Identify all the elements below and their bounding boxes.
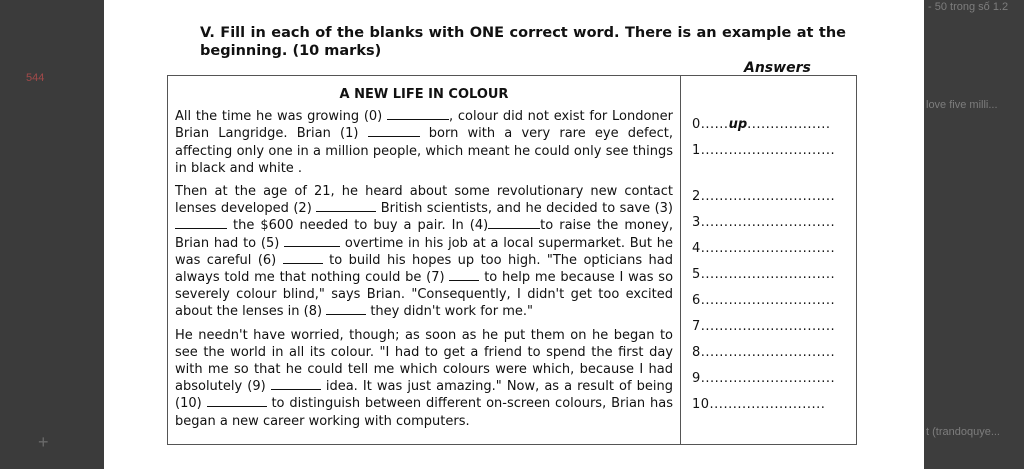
exercise-heading: V. Fill in each of the blanks with ONE correct word. There is an example at the beginning. (10 marks): [200, 25, 846, 59]
answer-3[interactable]: 3.............................: [692, 215, 836, 230]
answer-8[interactable]: 8.............................: [692, 345, 836, 360]
background-right-panel: [924, 0, 1024, 469]
text-segment: they didn't work for me.": [370, 304, 534, 320]
text-segment: Then at the age of 21, he heard about some revolutionary new contact lenses developed (2): [175, 184, 673, 217]
paragraph-3: [175, 327, 673, 430]
answer-2[interactable]: 2.............................: [692, 189, 836, 204]
blank-10: [207, 396, 267, 407]
text-segment: overtime in his job at a local supermarket. But he was careful (6): [175, 235, 673, 268]
text-segment: He needn't have worried, though; as soon as he put them on he began to see the world in all its colour. "I had to get a friend to spend the first day with me so that he could tell me which colours were which, because I had absolutely (9): [175, 327, 673, 395]
answer-4[interactable]: 4.............................: [692, 241, 836, 256]
answers-column: [692, 117, 852, 423]
paragraph-2: [175, 183, 673, 321]
answer-0: 0......up..................: [692, 117, 831, 132]
background-text-mid: love five milli...: [926, 99, 998, 111]
text-segment: idea. It was just amazing." Now, as a result of being (10): [175, 379, 673, 412]
blank-6: [283, 253, 323, 264]
text-segment: to build his hopes up too high. "The opticians had always told me that nothing could be (7): [175, 252, 674, 286]
blank-5: [284, 236, 340, 247]
text-segment: to raise the money, Brian had to (5): [175, 218, 673, 251]
answer-example: up: [728, 117, 748, 132]
column-divider: [680, 76, 681, 444]
text-segment: to distinguish between different on-screen colours, Brian has began a new career working with computers.: [175, 396, 673, 429]
blank-4: [488, 218, 540, 229]
background-text-bottom: t (trandoquye...: [926, 426, 1000, 438]
answer-10[interactable]: 10.........................: [692, 397, 826, 412]
background-left-panel: [0, 0, 104, 469]
answer-7[interactable]: 7.............................: [692, 319, 836, 334]
paragraph-1: [175, 108, 673, 177]
blank-1: [368, 126, 420, 137]
text-segment: British scientists, and he decided to save (3): [380, 201, 673, 217]
passage-column: [175, 86, 673, 436]
blank-8: [326, 304, 366, 315]
text-segment: the $600 needed to buy a pair. In (4): [233, 218, 489, 234]
blank-9: [271, 379, 321, 390]
exercise-table: [167, 75, 857, 445]
blank-0: [387, 109, 449, 120]
answer-1[interactable]: 1.............................: [692, 143, 836, 158]
text-segment: to help me because I was so severely colour blind," says Brian. "Consequently, I didn't get too excited about the lenses in (8): [175, 270, 674, 320]
text-segment: born with a very rare eye defect, affecting only one in a million people, which meant he could only see things in black and white .: [175, 126, 673, 176]
text-segment: , colour did not exist for Londoner Brian Langridge. Brian (1): [175, 109, 673, 142]
answer-6[interactable]: 6.............................: [692, 293, 836, 308]
answer-9[interactable]: 9.............................: [692, 371, 836, 386]
text-segment: All the time he was growing (0): [175, 109, 383, 125]
answer-5[interactable]: 5.............................: [692, 267, 836, 282]
answers-title: Answers: [744, 60, 811, 76]
blank-3: [175, 218, 227, 229]
blank-7: [449, 270, 479, 281]
document-page: [104, 0, 924, 469]
plus-icon: +: [38, 432, 49, 452]
background-number: 544: [26, 72, 45, 84]
background-text-top: - 50 trong số 1.2: [928, 1, 1009, 13]
blank-2: [316, 201, 376, 212]
passage-title: A NEW LIFE IN COLOUR: [339, 87, 509, 102]
